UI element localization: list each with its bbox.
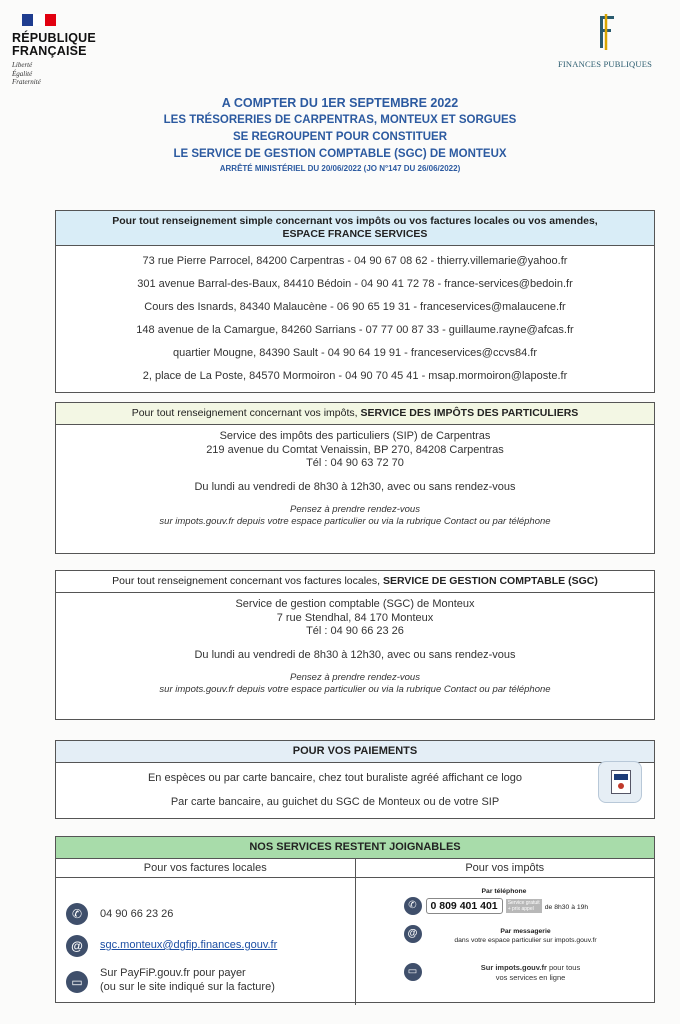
sgc-phone: 04 90 66 23 26 [100,908,174,920]
sgc-details: Service de gestion comptable (SGC) de Monteux 7 rue Stendhal, 84 170 Monteux Tél : 04 90 66 23 26 Du lundi au vendredi de 8h30 à 12h30, avec ou sans rendez-vous Pensez à prendre rendez-vous sur impots.gouv.fr depuis votre espace particulier ou via la rubrique Contact ou par téléphone [159,598,551,695]
payments-details: En espèces ou par carte bancaire, chez tout buraliste agréé affichant ce logo Par carte bancaire, au guichet du SGC de Monteux ou de votre SIP [147,772,523,808]
list-item: quartier Mougne, 84390 Sault - 04 90 64 19 91 - franceservices@ccvs84.fr [173,347,537,359]
france-services-list [56,246,654,388]
computer-icon: ▭ [404,963,422,981]
republique-motto: Liberté Égalité Fraternité [12,61,41,86]
impots-messaging: Par messagerie dans votre espace particulier sur impots.gouv.fr [454,928,597,944]
list-item: 301 avenue Barral-des-Baux, 84410 Bédoin - 04 90 41 72 78 - france-services@bedoin.fr [137,278,573,290]
list-item: Cours des Isnards, 84340 Malaucène - 06 90 65 19 31 - franceservices@malaucene.fr [144,301,566,313]
sgc-email-link[interactable]: sgc.monteux@dgfip.finances.gouv.fr [100,939,278,951]
sip-box [55,402,655,554]
finances-publiques-icon [590,12,620,52]
france-services-box [55,210,655,393]
contact-right-column: Pour vos impôts Par téléphone ✆ 0 809 401 401 Service gratuit + prix appel de 8h30 à 19h @ Par messagerie dans votre espace particulier sur impots.gouv.fr ▭ Sur impots.gouv.fr pour tous vos services en ligne [356,859,655,1005]
contact-left-column: Pour vos factures locales ✆ 04 90 66 23 26 @ sgc.monteux@dgfip.finances.gouv.fr ▭ Sur PayFiP.gouv.fr pour payer (ou sur le site indiqué sur la facture) [56,859,356,1005]
contact-header: NOS SERVICES RESTENT JOIGNABLES [56,837,654,859]
email-icon: @ [404,925,422,943]
finances-publiques-logo: FINANCES PUBLIQUES [550,12,660,69]
phone-icon: ✆ [404,897,422,915]
computer-icon: ▭ [66,971,88,993]
buraliste-logo-icon [598,761,642,803]
list-item: 73 rue Pierre Parrocel, 84200 Carpentras - 04 90 67 08 62 - thierry.villemarie@yahoo.fr [142,255,568,267]
impots-web: Sur impots.gouv.fr pour tous vos services en ligne [480,963,581,982]
france-services-header: Pour tout renseignement simple concernant vos impôts ou vos factures locales ou vos amendes, ESPACE FRANCE SERVICES [56,211,654,246]
headline: A COMPTER DU 1ER SEPTEMBRE 2022 LES TRÉSORERIES DE CARPENTRAS, MONTEUX ET SORGUES SE REGROUPENT POUR CONSTITUER LE SERVICE DE GESTION COMPTABLE (SGC) DE MONTEUX ARRÊTÉ MINISTÉRIEL DU 20/06/2022 (JO N°147 DU 26/06/2022) [163,96,517,173]
contact-box [55,836,655,1003]
sgc-header: Pour tout renseignement concernant vos factures locales, SERVICE DE GESTION COMPTABLE (SGC) [56,571,654,593]
impots-phone: 0 809 401 401 Service gratuit + prix appel de 8h30 à 19h [426,898,589,914]
payments-header: POUR VOS PAIEMENTS [56,741,654,763]
list-item: 2, place de La Poste, 84570 Mormoiron - 04 90 70 45 41 - msap.mormoiron@laposte.fr [142,370,568,382]
flag-icon [22,14,56,26]
phone-icon: ✆ [66,903,88,925]
sip-details: Service des impôts des particuliers (SIP) de Carpentras 219 avenue du Comtat Venaissin, BP 270, 84208 Carpentras Tél : 04 90 63 72 70 Du lundi au vendredi de 8h30 à 12h30, avec ou sans rendez-vous Pensez à prendre rendez-vous sur impots.gouv.fr depuis votre espace particulier ou via la rubrique Contact ou par téléphone [159,430,551,527]
republique-francaise-logo [12,14,96,87]
payfip-info: Sur PayFiP.gouv.fr pour payer (ou sur le site indiqué sur la facture) [100,967,275,993]
sgc-box [55,570,655,720]
email-icon: @ [66,935,88,957]
payments-box [55,740,655,819]
sip-header: Pour tout renseignement concernant vos impôts, SERVICE DES IMPÔTS DES PARTICULIERS [56,403,654,425]
list-item: 148 avenue de la Camargue, 84260 Sarrians - 07 77 00 87 33 - guillaume.rayne@afcas.fr [136,324,574,336]
republique-name: RÉPUBLIQUE FRANÇAISE [12,31,96,58]
